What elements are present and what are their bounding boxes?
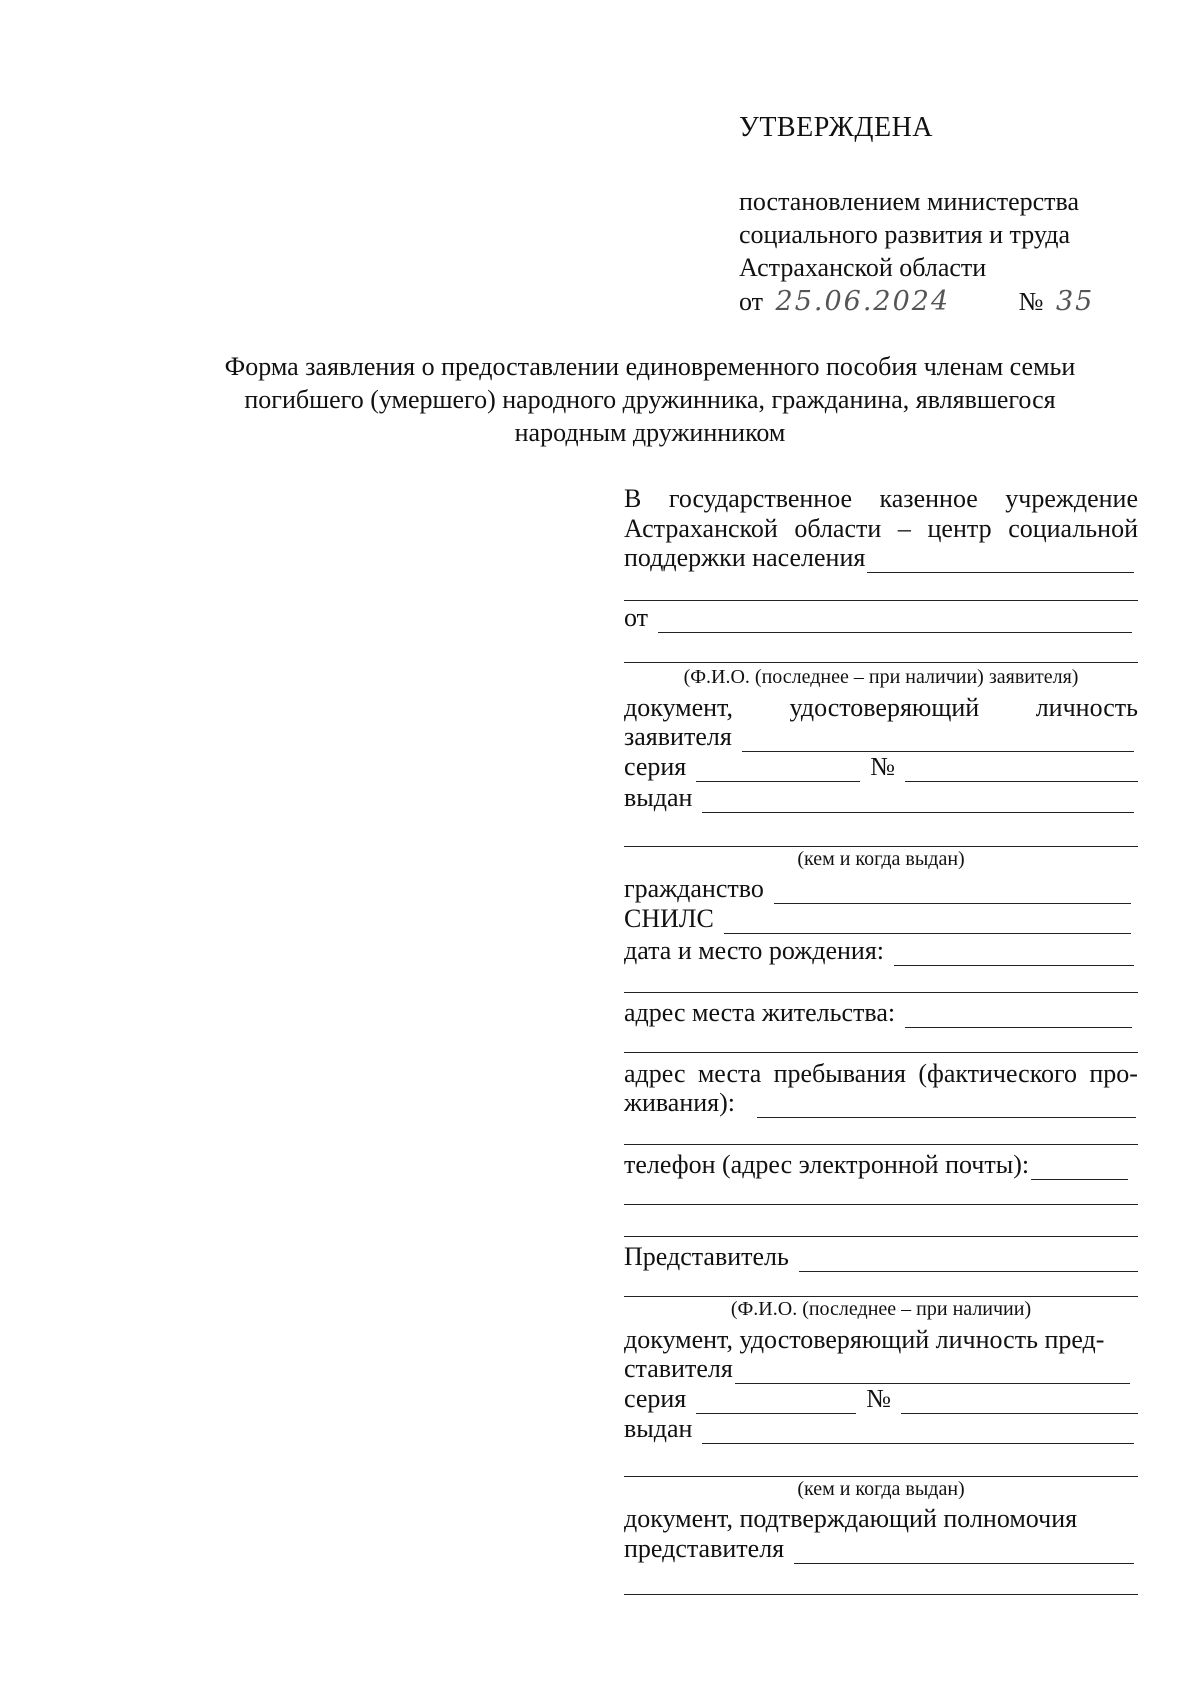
phone-blank[interactable]	[1031, 1157, 1128, 1180]
from-blank[interactable]	[658, 610, 1132, 633]
number-blank[interactable]	[905, 759, 1138, 782]
title-line-2: погибшего (умершего) народного дружинника, гражданина, являвшегося	[244, 385, 1056, 414]
representative-label: Представитель	[624, 1242, 789, 1271]
stay-line-2: живания):	[624, 1088, 736, 1117]
residence-label: адрес места жительства:	[624, 998, 896, 1027]
authority-field[interactable]	[624, 1534, 1134, 1564]
series-number-field[interactable]	[624, 752, 1138, 782]
word: В	[624, 484, 642, 513]
word: удостоверяющий	[789, 693, 980, 722]
rep-series-label: серия	[624, 1384, 687, 1413]
authority-line-2: представителя	[624, 1534, 785, 1563]
rep-id-line-2: ставителя	[624, 1354, 733, 1383]
word: документ,	[624, 693, 733, 722]
stay-blank[interactable]	[757, 1095, 1136, 1118]
word: Астраханской	[624, 514, 778, 543]
id-doc-line	[624, 693, 1138, 723]
addressee-institution-field[interactable]	[624, 543, 1134, 573]
resolution-line-3: Астраханской области	[739, 253, 987, 282]
rep-number-blank[interactable]	[901, 1391, 1138, 1414]
applicant-name-blank[interactable]	[624, 662, 1138, 663]
number-label: №	[870, 752, 896, 781]
word: (фактического	[918, 1059, 1078, 1088]
from-field[interactable]	[624, 603, 1132, 633]
stay-blank-2[interactable]	[624, 1144, 1138, 1145]
series-blank[interactable]	[696, 759, 860, 782]
word: места	[697, 1059, 762, 1088]
phone-blank-2[interactable]	[624, 1204, 1138, 1205]
word: области	[794, 514, 882, 543]
rep-caption: (Ф.И.О. (последнее – при наличии)	[730, 1298, 1032, 1320]
stay-line-1	[624, 1059, 1138, 1089]
birth-blank-2[interactable]	[624, 992, 1138, 993]
addressee-line-2	[624, 514, 1138, 544]
rep-issued-field[interactable]	[624, 1414, 1134, 1444]
authority-blank[interactable]	[794, 1541, 1134, 1564]
birth-field[interactable]	[624, 936, 1134, 966]
handwritten-number: 35	[1055, 286, 1095, 317]
word: государственное	[668, 484, 853, 513]
resolution-line-2: социального развития и труда	[739, 220, 1071, 249]
handwritten-date: 25.06.2024	[775, 286, 951, 317]
phone-field[interactable]	[624, 1150, 1128, 1180]
rep-series-blank[interactable]	[696, 1391, 856, 1414]
resolution-date-row	[739, 286, 1094, 317]
title-line-3: народным дружинником	[514, 418, 786, 447]
addressee-line-3: поддержки населения	[624, 543, 866, 572]
rep-id-line-1: документ, удостоверяющий личность пред-	[624, 1325, 1105, 1354]
form-title	[150, 350, 1150, 449]
institution-blank-2[interactable]	[624, 600, 1138, 601]
word: казенное	[879, 484, 978, 513]
title-line-1: Форма заявления о предоставлении единовременного пособия членам семьи	[224, 352, 1076, 381]
word: центр	[927, 514, 992, 543]
residence-blank-2[interactable]	[624, 1052, 1138, 1053]
birth-label: дата и место рождения:	[624, 936, 885, 965]
word: пребывания	[773, 1059, 906, 1088]
number-prefix: №	[1018, 287, 1044, 316]
series-label: серия	[624, 752, 687, 781]
citizenship-blank[interactable]	[774, 881, 1131, 904]
authority-blank-2[interactable]	[624, 1594, 1138, 1595]
rep-issued-blank-2[interactable]	[624, 1476, 1138, 1477]
residence-blank[interactable]	[905, 1005, 1132, 1028]
representative-blank[interactable]	[799, 1249, 1138, 1272]
word: социальной	[1008, 514, 1138, 543]
rep-doc-blank[interactable]	[735, 1361, 1130, 1384]
snils-blank[interactable]	[724, 911, 1131, 934]
rep-issued-label: выдан	[624, 1414, 693, 1443]
issued-blank[interactable]	[702, 790, 1134, 813]
rep-series-number-field[interactable]	[624, 1384, 1138, 1414]
applicant-caption: (Ф.И.О. (последнее – при наличии) заявителя)	[683, 666, 1079, 688]
addressee-line-1	[624, 484, 1138, 514]
word: про-	[1089, 1059, 1138, 1088]
citizenship-field[interactable]	[624, 874, 1131, 904]
issued-blank-2[interactable]	[624, 846, 1138, 847]
issued-field[interactable]	[624, 783, 1134, 813]
word: учреждение	[1005, 484, 1138, 513]
word: личность	[1035, 693, 1138, 722]
rep-doc-field[interactable]	[624, 1354, 1130, 1384]
snils-label: СНИЛС	[624, 904, 714, 933]
stay-field[interactable]	[624, 1088, 1136, 1118]
applicant-doc-blank[interactable]	[742, 729, 1134, 752]
phone-blank-3[interactable]	[624, 1236, 1138, 1237]
rep-issued-blank[interactable]	[702, 1421, 1134, 1444]
rep-number-label: №	[866, 1384, 892, 1413]
from-label: от	[624, 603, 649, 632]
date-prefix: от	[739, 287, 764, 316]
rep-issued-caption: (кем и когда выдан)	[797, 1478, 965, 1500]
snils-field[interactable]	[624, 904, 1131, 934]
issued-caption: (кем и когда выдан)	[797, 848, 965, 870]
applicant-doc-field[interactable]	[624, 722, 1134, 752]
authority-line-1: документ, подтверждающий полномочия	[624, 1504, 1078, 1533]
citizenship-label: гражданство	[624, 874, 764, 903]
word: адрес	[624, 1059, 686, 1088]
residence-field[interactable]	[624, 998, 1132, 1028]
representative-field[interactable]	[624, 1242, 1138, 1272]
applicant-label: заявителя	[624, 722, 732, 751]
resolution-line-1: постановлением министерства	[739, 187, 1080, 216]
representative-blank-2[interactable]	[624, 1296, 1138, 1297]
phone-label: телефон (адрес электронной почты):	[624, 1150, 1030, 1179]
approved-heading: УТВЕРЖДЕНА	[739, 112, 934, 143]
birth-blank[interactable]	[894, 943, 1134, 966]
institution-blank[interactable]	[867, 550, 1134, 573]
word: –	[897, 514, 911, 543]
issued-label: выдан	[624, 783, 693, 812]
